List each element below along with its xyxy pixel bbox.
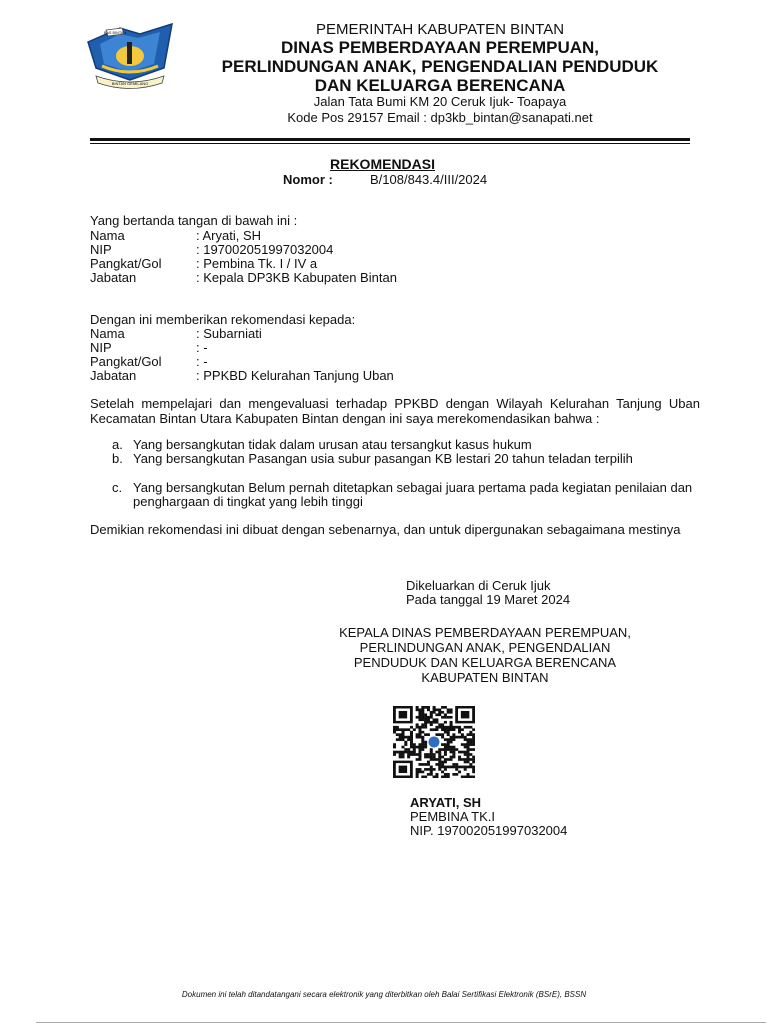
- regency-logo: [80, 22, 180, 98]
- government-name: PEMERINTAH KABUPATEN BINTAN: [315, 21, 565, 38]
- recipient-intro: Dengan ini memberikan rekomendasi kepada:: [90, 312, 356, 327]
- signer-rank: PEMBINA TK.I: [410, 809, 496, 824]
- field-label: Jabatan: [90, 368, 137, 383]
- evaluation-paragraph: Setelah mempelajari dan mengevaluasi terhadap PPKBD dengan Wilayah Kelurahan Tanjung Uban Kecamatan Bintan Utara Kabupaten Bintan dengan ini saya merekomendasikan bahwa :: [90, 396, 700, 426]
- field-label: Pangkat/Gol: [90, 354, 162, 369]
- issued-date: Pada tanggal 19 Maret 2024: [406, 592, 571, 607]
- signer-name: ARYATI, SH: [410, 795, 482, 810]
- field-label: NIP: [90, 340, 112, 355]
- signatory-intro: Yang bertanda tangan di bawah ini :: [90, 213, 298, 228]
- address-line-1: Jalan Tata Bumi KM 20 Ceruk Ijuk- Toapaya: [313, 94, 567, 109]
- logo-banner-top: BAS BINTAN: [103, 31, 127, 35]
- official-title-line-2: PERLINDUNGAN ANAK, PENGENDALIAN: [359, 640, 611, 655]
- agency-line-2: PERLINDUNGAN ANAK, PENGENDALIAN PENDUDUK: [221, 57, 659, 77]
- list-text: Yang bersangkutan Pasangan usia subur pasangan KB lestari 20 tahun teladan terpilih: [133, 451, 633, 466]
- document-title: REKOMENDASI: [330, 156, 436, 172]
- logo-banner-bottom: BINTAN GEMILANG: [111, 81, 149, 86]
- agency-address: [170, 94, 710, 126]
- field-label: Pangkat/Gol: [90, 256, 162, 271]
- agency-line-3: DAN KELUARGA BERENCANA: [314, 76, 566, 96]
- field-value: : PPKBD Kelurahan Tanjung Uban: [196, 368, 394, 383]
- field-label: NIP: [90, 242, 112, 257]
- field-value: : Aryati, SH: [196, 228, 262, 243]
- list-marker: b.: [112, 451, 123, 466]
- field-label: Jabatan: [90, 270, 137, 285]
- field-label: Nama: [90, 326, 125, 341]
- signer-nip: NIP. 197002051997032004: [410, 823, 568, 838]
- list-text: Yang bersangkutan Belum pernah ditetapkan sebagai juara pertama pada kegiatan penilaian dan penghargaan di tingkat yang lebih tinggi: [133, 480, 693, 509]
- list-marker: a.: [112, 437, 123, 452]
- official-title-line-1: KEPALA DINAS PEMBERDAYAAN PEREMPUAN,: [339, 625, 631, 640]
- issued-place: Dikeluarkan di Ceruk Ijuk: [406, 578, 551, 593]
- official-title-line-4: KABUPATEN BINTAN: [421, 670, 549, 685]
- official-title-line-3: PENDUDUK DAN KELUARGA BERENCANA: [353, 655, 617, 670]
- field-value: : -: [196, 340, 208, 355]
- address-line-2: Kode Pos 29157 Email : dp3kb_bintan@sanapati.net: [287, 110, 593, 125]
- document-number-label: Nomor :: [283, 172, 333, 187]
- field-value: : -: [196, 354, 208, 369]
- qr-code: [393, 706, 475, 778]
- official-title: [300, 625, 670, 685]
- closing-paragraph: Demikian rekomendasi ini dibuat dengan sebenarnya, dan untuk dipergunakan sebagaimana mestinya: [90, 522, 681, 537]
- agency-line-1: DINAS PEMBERDAYAAN PEREMPUAN,: [280, 38, 600, 57]
- field-label: Nama: [90, 228, 125, 243]
- document-number: B/108/843.4/III/2024: [370, 172, 488, 187]
- page-bottom-rule: [36, 1022, 766, 1023]
- field-value: : Kepala DP3KB Kabupaten Bintan: [196, 270, 397, 285]
- letterhead-rule-thick: [90, 138, 690, 141]
- electronic-signature-note: Dokumen ini telah ditandatangani secara elektronik yang diterbitkan oleh Balai Sertifikasi Elektronik (BSrE), BSSN: [181, 990, 587, 999]
- field-value: : Subarniati: [196, 326, 262, 341]
- field-value: : Pembina Tk. I / IV a: [196, 256, 318, 271]
- agency-name: [170, 38, 710, 95]
- list-text: Yang bersangkutan tidak dalam urusan atau tersangkut kasus hukum: [133, 437, 532, 452]
- field-value: : 197002051997032004: [196, 242, 334, 257]
- letterhead-rule-thin: [90, 143, 690, 144]
- list-marker: c.: [112, 480, 123, 495]
